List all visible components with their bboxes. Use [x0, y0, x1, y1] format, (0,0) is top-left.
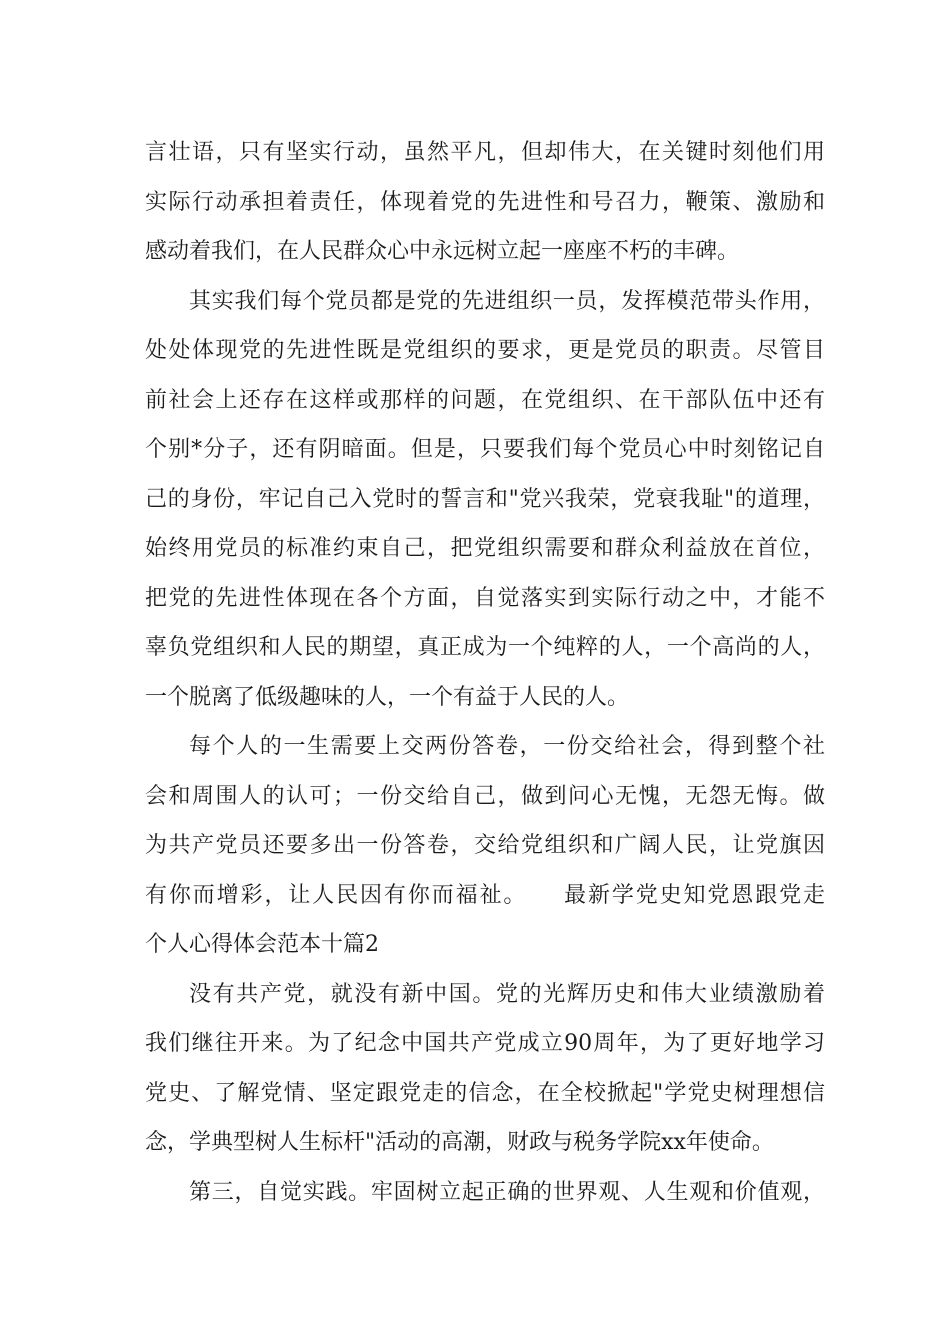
text-line: 始终用党员的标准约束自己，把党组织需要和群众利益放在首位，	[145, 536, 825, 561]
text-line: 言壮语，只有坚实行动，虽然平凡，但却伟大，在关键时刻他们用	[145, 140, 825, 165]
paragraph-start-line: 其实我们每个党员都是党的先进组织一员，发挥模范带头作用，	[189, 288, 825, 314]
paragraph-start-line: 第三，自觉实践。牢固树立起正确的世界观、人生观和价值观，	[189, 1179, 825, 1205]
text-line: 实际行动承担着责任，体现着党的先进性和号召力，鞭策、激励和	[145, 189, 825, 215]
text-line: 辜负党组织和人民的期望，真正成为一个纯粹的人，一个高尚的人，	[145, 635, 825, 660]
section-heading-line: 个人心得体会范本十篇2	[145, 932, 379, 957]
text-line: 党史、了解党情、坚定跟党走的信念，在全校掀起"学党史树理想信	[145, 1080, 825, 1106]
text-line: 个别*分子，还有阴暗面。但是，只要我们每个党员心中时刻铭记自	[145, 437, 825, 462]
text-line: 一个脱离了低级趣味的人，一个有益于人民的人。	[145, 684, 630, 710]
text-line: 念，学典型树人生标杆"活动的高潮，财政与税务学院xx年使命。	[145, 1130, 774, 1155]
text-line: 有你而增彩，让人民因有你而福祉。 最新学党史知党恩跟党走	[145, 882, 825, 908]
text-line: 我们继往开来。为了纪念中国共产党成立90周年，为了更好地学习	[145, 1031, 825, 1056]
paragraph-start-line: 没有共产党，就没有新中国。党的光辉历史和伟大业绩激励着	[189, 981, 825, 1007]
text-line: 感动着我们，在人民群众心中永远树立起一座座不朽的丰碑。	[145, 239, 740, 264]
text-line: 把党的先进性体现在各个方面，自觉落实到实际行动之中，才能不	[145, 585, 825, 611]
text-line: 为共产党员还要多出一份答卷，交给党组织和广阔人民，让党旗因	[145, 833, 825, 858]
text-line: 会和周围人的认可；一份交给自己，做到问心无愧，无怨无悔。做	[145, 783, 825, 809]
text-line: 前社会上还存在这样或那样的问题，在党组织、在干部队伍中还有	[145, 387, 825, 413]
text-line: 处处体现党的先进性既是党组织的要求，更是党员的职责。尽管目	[145, 338, 825, 363]
document-body	[145, 128, 825, 1217]
paragraph-start-line: 每个人的一生需要上交两份答卷，一份交给社会，得到整个社	[189, 734, 825, 759]
text-line: 己的身份，牢记自己入党时的誓言和"党兴我荣，党衰我耻"的道理，	[145, 486, 825, 512]
